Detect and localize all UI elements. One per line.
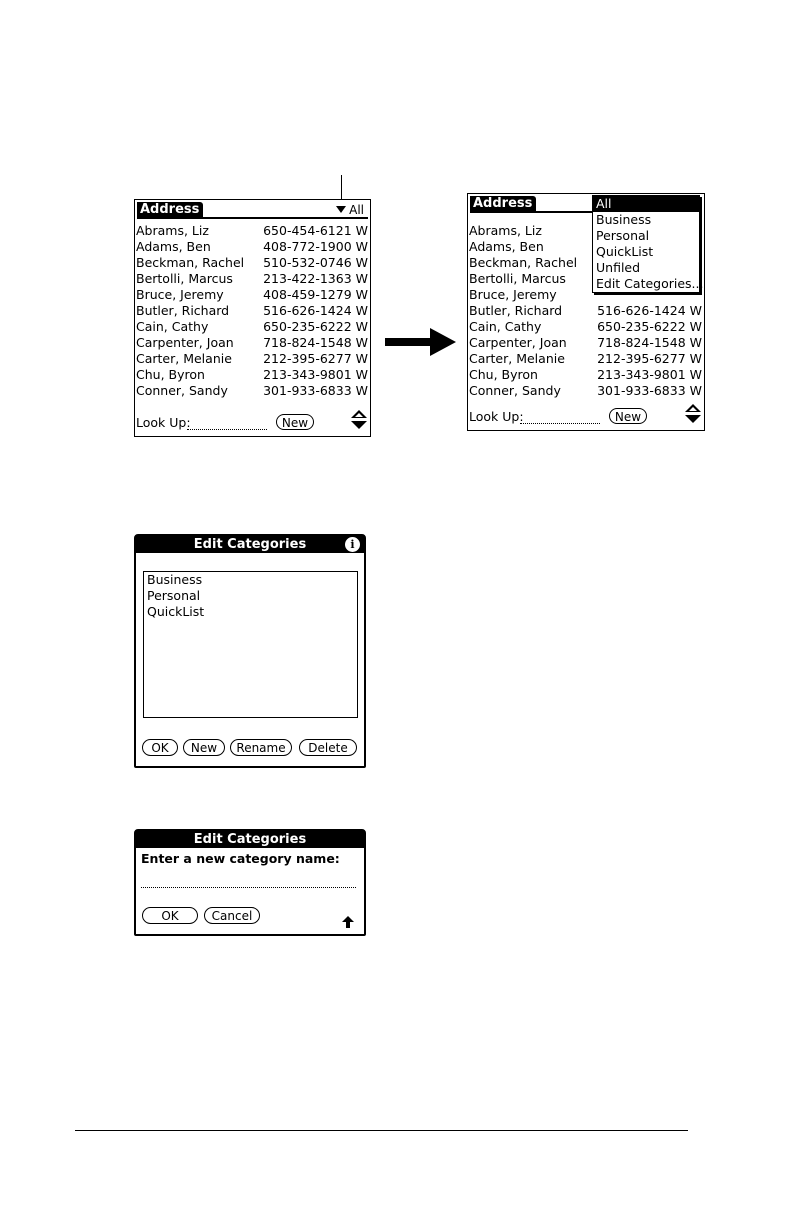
contact-phone: 213-422-1363 W <box>263 271 368 286</box>
contact-name: Bertolli, Marcus <box>469 271 566 286</box>
contact-phone: 516-626-1424 W <box>263 303 368 318</box>
contact-name: Carter, Melanie <box>136 351 232 366</box>
edit-categories-dialog <box>134 534 366 768</box>
list-item[interactable] <box>469 351 702 367</box>
contact-name: Chu, Byron <box>469 367 538 382</box>
contact-phone: 213-343-9801 W <box>263 367 368 382</box>
menu-item-unfiled[interactable]: Unfiled <box>596 260 641 275</box>
title-underline <box>137 217 368 219</box>
contact-phone: 408-772-1900 W <box>263 239 368 254</box>
contact-name: Conner, Sandy <box>136 383 228 398</box>
contact-phone: 301-933-6833 W <box>263 383 368 398</box>
app-title: Address <box>137 202 203 218</box>
category-dropdown-menu <box>592 195 704 293</box>
contact-name: Cain, Cathy <box>469 319 542 334</box>
menu-item-quicklist[interactable]: QuickList <box>596 244 654 259</box>
scroll-arrows[interactable] <box>351 410 367 430</box>
app-title: Address <box>470 196 536 212</box>
contact-phone: 718-824-1548 W <box>597 335 702 350</box>
lookup-input[interactable] <box>187 429 267 430</box>
scroll-up-icon-inner <box>689 407 697 411</box>
list-item[interactable] <box>136 335 368 351</box>
dialog-title-text: Edit Categories <box>193 537 307 552</box>
list-item[interactable] <box>469 383 702 399</box>
list-item[interactable] <box>136 319 368 335</box>
menu-item-edit-categories[interactable]: Edit Categories... <box>596 276 704 291</box>
contact-name: Chu, Byron <box>136 367 205 382</box>
contact-phone: 516-626-1424 W <box>597 303 702 318</box>
contact-phone: 213-343-9801 W <box>597 367 702 382</box>
list-item[interactable] <box>136 255 368 271</box>
contact-name: Bruce, Jeremy <box>136 287 224 302</box>
contact-phone: 650-454-6121 W <box>263 223 368 238</box>
category-name-prompt: Enter a new category name: <box>141 851 340 866</box>
list-item[interactable]: QuickList <box>147 604 205 619</box>
category-name-input[interactable] <box>141 887 356 888</box>
contact-name: Carter, Melanie <box>469 351 565 366</box>
page-footer-rule <box>75 1130 688 1131</box>
dialog-title <box>136 536 364 553</box>
category-picker[interactable] <box>336 203 364 217</box>
contact-name: Abrams, Liz <box>469 223 542 238</box>
list-item[interactable] <box>469 367 702 383</box>
list-item[interactable] <box>136 223 368 239</box>
contact-phone: 212-395-6277 W <box>263 351 368 366</box>
rename-button[interactable]: Rename <box>230 739 292 756</box>
list-item[interactable] <box>469 335 702 351</box>
scroll-down-icon[interactable] <box>685 415 701 423</box>
ok-button[interactable]: OK <box>142 907 198 924</box>
menu-item-business[interactable]: Business <box>596 212 652 227</box>
lookup-input[interactable] <box>520 423 600 424</box>
lookup-label: Look Up: <box>136 415 191 430</box>
contact-phone: 718-824-1548 W <box>263 335 368 350</box>
list-item[interactable]: Personal <box>147 588 201 603</box>
contact-name: Conner, Sandy <box>469 383 561 398</box>
address-list <box>136 223 368 399</box>
contact-name: Abrams, Liz <box>136 223 209 238</box>
new-button[interactable]: New <box>276 414 314 430</box>
transition-arrow-shaft <box>385 338 431 346</box>
contact-name: Adams, Ben <box>469 239 544 254</box>
list-item[interactable] <box>136 303 368 319</box>
contact-phone: 301-933-6833 W <box>597 383 702 398</box>
list-item[interactable] <box>136 287 368 303</box>
shift-indicator-stem <box>346 922 350 928</box>
contact-name: Carpenter, Joan <box>136 335 234 350</box>
contact-name: Bruce, Jeremy <box>469 287 557 302</box>
contact-name: Beckman, Rachel <box>136 255 245 270</box>
contact-phone: 650-235-6222 W <box>263 319 368 334</box>
list-item[interactable] <box>136 367 368 383</box>
contact-name: Adams, Ben <box>136 239 211 254</box>
list-item[interactable] <box>469 303 702 319</box>
lookup-label: Look Up: <box>469 409 524 424</box>
list-item[interactable] <box>136 351 368 367</box>
address-list-screen <box>134 199 371 437</box>
new-button[interactable]: New <box>609 408 647 424</box>
menu-item-personal[interactable]: Personal <box>596 228 650 243</box>
list-item[interactable]: Business <box>147 572 203 587</box>
contact-phone: 212-395-6277 W <box>597 351 702 366</box>
contact-name: Butler, Richard <box>136 303 230 318</box>
list-item[interactable] <box>469 319 702 335</box>
contact-name: Cain, Cathy <box>136 319 209 334</box>
contact-name: Bertolli, Marcus <box>136 271 233 286</box>
contact-phone: 408-459-1279 W <box>263 287 368 302</box>
contact-phone: 510-532-0746 W <box>263 255 368 270</box>
scroll-arrows[interactable] <box>685 404 701 424</box>
right-arrow-icon <box>430 328 456 356</box>
delete-button[interactable]: Delete <box>299 739 357 756</box>
contact-phone: 650-235-6222 W <box>597 319 702 334</box>
scroll-up-icon-inner <box>355 413 363 417</box>
category-list <box>143 571 358 718</box>
contact-name: Beckman, Rachel <box>469 255 578 270</box>
ok-button[interactable]: OK <box>142 739 178 756</box>
info-icon[interactable]: i <box>345 537 360 552</box>
cancel-button[interactable]: Cancel <box>204 907 260 924</box>
contact-name: Butler, Richard <box>469 303 563 318</box>
new-category-dialog <box>134 829 366 936</box>
address-list-screen-with-menu <box>467 193 705 431</box>
contact-name: Carpenter, Joan <box>469 335 567 350</box>
scroll-down-icon[interactable] <box>351 421 367 429</box>
list-item[interactable] <box>136 271 368 287</box>
list-item[interactable] <box>136 383 368 399</box>
dropdown-triangle-icon <box>336 206 346 213</box>
dialog-title: Edit Categories <box>136 831 364 848</box>
menu-item-all[interactable]: All <box>593 196 699 212</box>
list-item[interactable] <box>136 239 368 255</box>
new-button[interactable]: New <box>183 739 225 756</box>
category-picker-label: All <box>349 203 364 217</box>
title-underline <box>470 211 594 213</box>
